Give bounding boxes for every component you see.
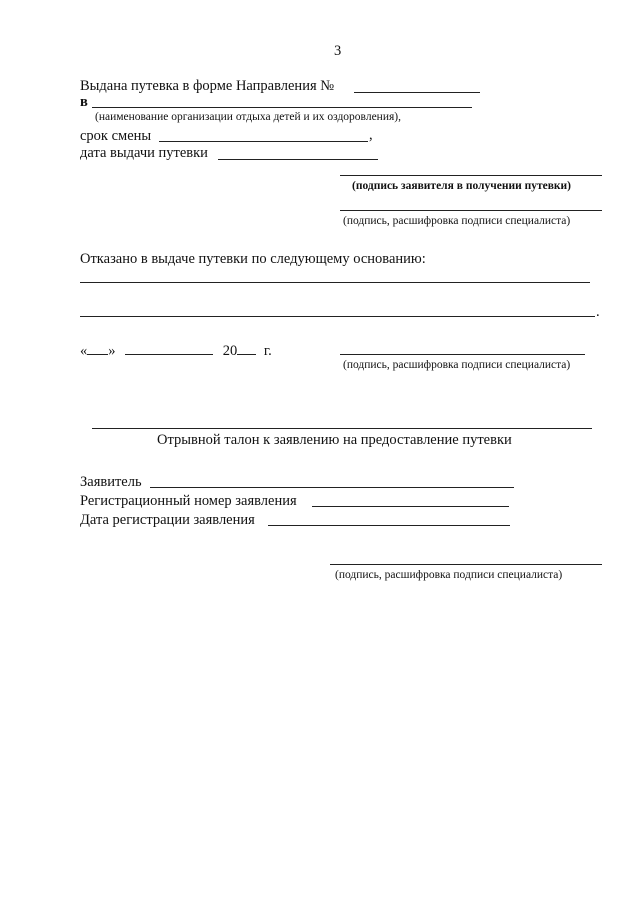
- issue-date-label: дата выдачи путевки: [80, 145, 208, 161]
- reg-date-label: Дата регистрации заявления: [80, 512, 255, 528]
- date-suffix: г.: [263, 343, 272, 359]
- issue-date-field[interactable]: [218, 159, 378, 160]
- voucher-issued-label: Выдана путевка в форме Направления №: [80, 78, 335, 94]
- tear-off-title: Отрывной талон к заявлению на предоставление путевки: [157, 432, 512, 448]
- date-year-prefix: 20: [222, 343, 238, 359]
- reg-date-field[interactable]: [268, 525, 510, 526]
- applicant-signature-caption: (подпись заявителя в получении путевки): [352, 180, 572, 192]
- date-day-field[interactable]: [87, 342, 108, 355]
- refusal-end-period: .: [596, 304, 600, 320]
- refusal-reason-line-2[interactable]: [80, 316, 595, 317]
- applicant-signature-line[interactable]: [340, 175, 602, 176]
- reg-number-field[interactable]: [312, 506, 509, 507]
- organization-name-field[interactable]: [92, 107, 472, 108]
- specialist-signature-line-2[interactable]: [340, 354, 585, 355]
- shift-period-field[interactable]: [159, 141, 368, 142]
- tear-off-divider: [92, 428, 592, 429]
- refusal-reason-line-1[interactable]: [80, 282, 590, 283]
- applicant-field[interactable]: [150, 487, 514, 488]
- date-month-field[interactable]: [125, 342, 213, 355]
- specialist-signature-caption-1: (подпись, расшифровка подписи специалиста): [343, 215, 571, 227]
- specialist-signature-caption-3: (подпись, расшифровка подписи специалиста): [335, 569, 563, 581]
- refusal-label: Отказано в выдаче путевки по следующему основанию:: [80, 251, 426, 267]
- refusal-date: [80, 342, 272, 360]
- applicant-label: Заявитель: [80, 474, 142, 490]
- specialist-signature-line-1[interactable]: [340, 210, 602, 211]
- shift-comma: ,: [369, 127, 373, 143]
- date-open-quote: «: [80, 343, 88, 359]
- shift-label: срок смены: [80, 128, 152, 144]
- voucher-in-label: в: [80, 94, 88, 110]
- reg-number-label: Регистрационный номер заявления: [80, 493, 297, 509]
- page-number: 3: [334, 43, 342, 59]
- date-close-quote: »: [108, 343, 116, 359]
- specialist-signature-caption-2: (подпись, расшифровка подписи специалиста): [343, 359, 571, 371]
- organization-caption: (наименование организации отдыха детей и их оздоровления),: [95, 111, 401, 123]
- voucher-number-field[interactable]: [354, 92, 480, 93]
- specialist-signature-line-3[interactable]: [330, 564, 602, 565]
- date-year-field[interactable]: [237, 342, 256, 355]
